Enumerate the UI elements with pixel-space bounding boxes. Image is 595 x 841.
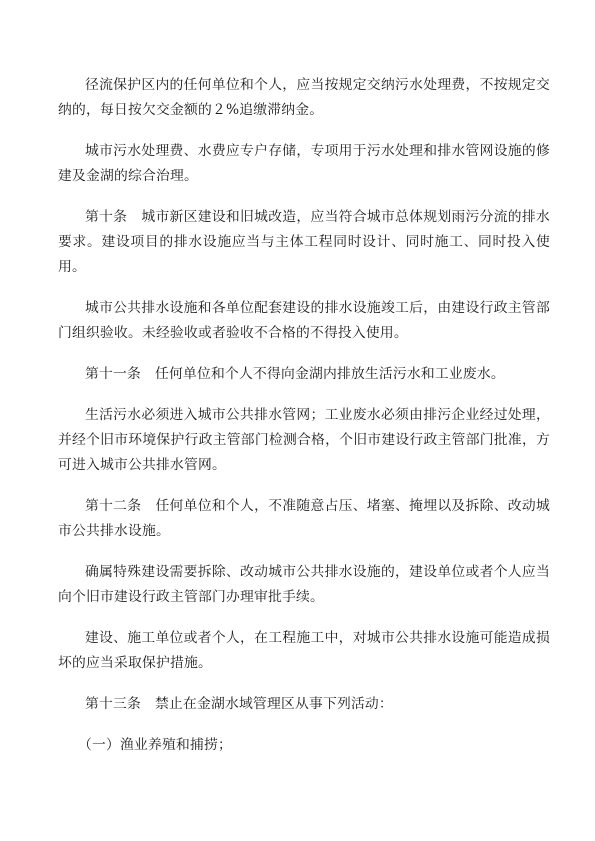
paragraph-drainage-acceptance: 城市公共排水设施和各单位配套建设的排水设施竣工后，由建设行政主管部门组织验收。未经验收或者验收不合格的不得投入使用。 [58,300,550,341]
paragraph-article-13: 第十三条 禁止在金湖水域管理区从事下列活动： [85,696,393,712]
document-body [58,73,550,774]
paragraph-sewage-requirements: 生活污水必须进入城市公共排水管网；工业废水必须由排污企业经过处理，并经个旧市环境保护行政主管部门检测合格，个旧市建设行政主管部门批准，方可进入城市公共排水管网。 [58,407,550,473]
paragraph-special-construction: 确属特殊建设需要拆除、改动城市公共排水设施的，建设单位或者个人应当向个旧市建设行政主管部门办理审批手续。 [58,564,550,605]
paragraph-fee-storage: 城市污水处理费、水费应专户存储，专项用于污水处理和排水管网设施的修建及金湖的综合治理。 [58,143,550,184]
paragraph-item-1: （一）渔业养殖和捕捞； [78,737,232,753]
paragraph-construction-protection: 建设、施工单位或者个人，在工程施工中，对城市公共排水设施可能造成损坏的应当采取保护措施。 [58,630,550,671]
paragraph-fee-payment: 径流保护区内的任何单位和个人，应当按规定交纳污水处理费，不按规定交纳的，每日按欠交金额的２%追缴滞纳金。 [58,77,550,118]
paragraph-article-11: 第十一条 任何单位和个人不得向金湖内排放生活污水和工业废水。 [85,366,505,382]
paragraph-article-12: 第十二条 任何单位和个人，不准随意占压、堵塞、掩埋以及拆除、改动城市公共排水设施。 [58,498,550,539]
paragraph-article-10: 第十条 城市新区建设和旧城改造，应当符合城市总体规划雨污分流的排水要求。建设项目的排水设施应当与主体工程同时设计、同时施工、同时投入使用。 [58,209,550,275]
